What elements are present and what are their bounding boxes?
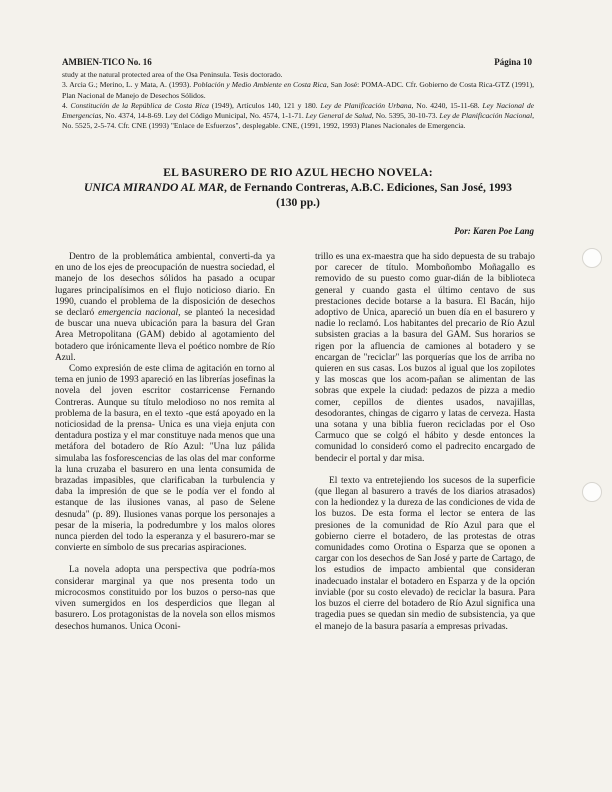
article-pages: (130 pp.) — [276, 196, 320, 209]
paragraph: Dentro de la problemática ambiental, converti-da ya en uno de los ejes de preocupación de nuestra sociedad, el manejo de los desechos sólidos ha pasado a ocupar lugares principalísimos en el flujo noticioso diario. En 1990, cuando el problema de la disposición de desechos se declaró emergencia nacional, se planteó la necesidad de buscar una nueva ubicación para la basura del Gran Area Metropolitana (GAM) debido al agotamiento del botadero que irónicamente lleva el poético nombre de Río Azul. — [55, 252, 275, 363]
footnotes — [62, 70, 534, 132]
binder-hole-top — [582, 248, 602, 268]
right-column — [315, 252, 535, 633]
page-number: Página 10 — [494, 57, 532, 67]
paragraph: trillo es una ex-maestra que ha sido depuesta de su trabajo por carecer de título. Momboñombo Moñagallo es removido de su puesto como guar-dián de la biblioteca general y cuando gasta el último centavo de sus prestaciones decide botarse a la basura. El Bacán, hijo adoptivo de Unica, apareció un buen día en el basurero y nadie lo reclamó. Los habitantes del precario de Río Azul subsisten gracias a la basura del GAM. Sus horarios se rigen por la afluencia de camiones al botadero y se encargan de "reciclar" las porquerías que los de arriba no quieren en sus casas. Los buzos al igual que los zopilotes y las moscas que los acom-pañan se alimentan de las sobras que expele la ciudad: pedazos de pizza a medio comer, cepillos de dientes usados, navajillas, desodorantes, chingas de cigarro y latas de cerveza. Hasta una sotana y una biblia fueron recicladas por el Oso Carmuco que se colgó el hábito y desde entonces la comunidad lo consideró como el padrecito encargado de bendecir el portal y dar misa. — [315, 252, 535, 464]
article-subtitle: UNICA MIRANDO AL MAR, de Fernando Contreras, A.B.C. Ediciones, San José, 1993 — [84, 181, 512, 194]
footnote-3: 3. Arcia G.; Merino, L. y Mata, A. (1993). Población y Medio Ambiente en Costa Rica, San José: POMA-ADC. Cfr. Gobierno de Costa Rica-GTZ (1991), Plan Nacional de Manejo de Desechos Sólidos. — [62, 80, 534, 100]
publication-name: AMBIEN-TICO No. 16 — [62, 57, 152, 67]
paragraph: Como expresión de este clima de agitación en torno al tema en junio de 1993 apareció en las librerías josefinas la novela del joven escritor costarricense Fernando Contreras. Aunque su título melodioso no nos remita al problema de la basura, en el texto -que está apoyado en la noticiosidad de la prensa- Unica es una vieja enjuta con dentadura postiza y el mar constituye nada menos que una metáfora del botadero de Río Azul: "Una luz pálida simulaba las fosforescencias de las olas del mar conforme la luna cruzaba el basurero en una lenta consumida de brazadas impasibles, que clarificaban la turbulencia y daba la impresión de que se le podía ver el fondo al estanque de las ilusiones vanas, al paso de Selene desnuda" (p. 89). Ilusiones vanas porque los personajes a pesar de la miseria, la podredumbre y los malos olores nunca pierden del todo la esperanza y el basurero-mar se convierte en símbolo de sus precarias aspiraciones. — [55, 364, 275, 554]
article-title-block — [62, 165, 534, 210]
paragraph: El texto va entretejiendo los sucesos de la superficie (que llegan al basurero a través de los diarios atrasados) con la hediondez y la dureza de las condiciones de vida de los buzos. De esta forma el lector se entera de las presiones de la comunidad de Río Azul para que el gobierno cierre el botadero, de las protestas de otras comunidades como Orotina o Esparza que se oponen a cargar con los desechos de San José y parte de Cartago, de los estudios de impacto ambiental que consideran inadecuado instalar el botadero en Esparza y de la opción inviable (por su costo elevado) de reciclar la basura. Para los buzos el cierre del botadero de Río Azul significa una tragedia pues se quedan sin medio de subsistencia, ya que el manejo de la basura pasaría a empresas privadas. — [315, 475, 535, 632]
paragraph: La novela adopta una perspectiva que podría-mos considerar marginal ya que nos presenta todo un microcosmos constituido por los buzos o perso-nas que viven sumergidos en los desperdicios que llegan al basurero. Los protagonistas de la novela son ellos mismos desechos humanos. Unica Oconi- — [55, 565, 275, 632]
article-title: EL BASURERO DE RIO AZUL HECHO NOVELA: — [163, 166, 433, 179]
author-byline: Por: Karen Poe Lang — [454, 226, 534, 236]
left-column — [55, 252, 275, 633]
page-header — [62, 57, 532, 67]
binder-hole-bottom — [582, 482, 602, 502]
footnote-continuation: study at the natural protected area of the Osa Peninsula. Tesis doctorado. — [62, 70, 283, 79]
footnote-4: 4. Constitución de la República de Costa Rica (1949), Artículos 140, 121 y 180. Ley de Planificación Urbana, No. 4240, 15-11-68. Ley Nacional de Emergencias, No. 4374, 14-8-69. Ley del Código Municipal, No. 4574, 1-1-71. Ley General de Salud, No. 5395, 30-10-73. Ley de Planificación Nacional, No. 5525, 2-5-74. Cfr. CNE (1993) "Enlace de Esfuerzos", desplegable. CNE, (1991, 1992, 1993) Planes Nacionales de Emergencia. — [62, 100, 534, 131]
